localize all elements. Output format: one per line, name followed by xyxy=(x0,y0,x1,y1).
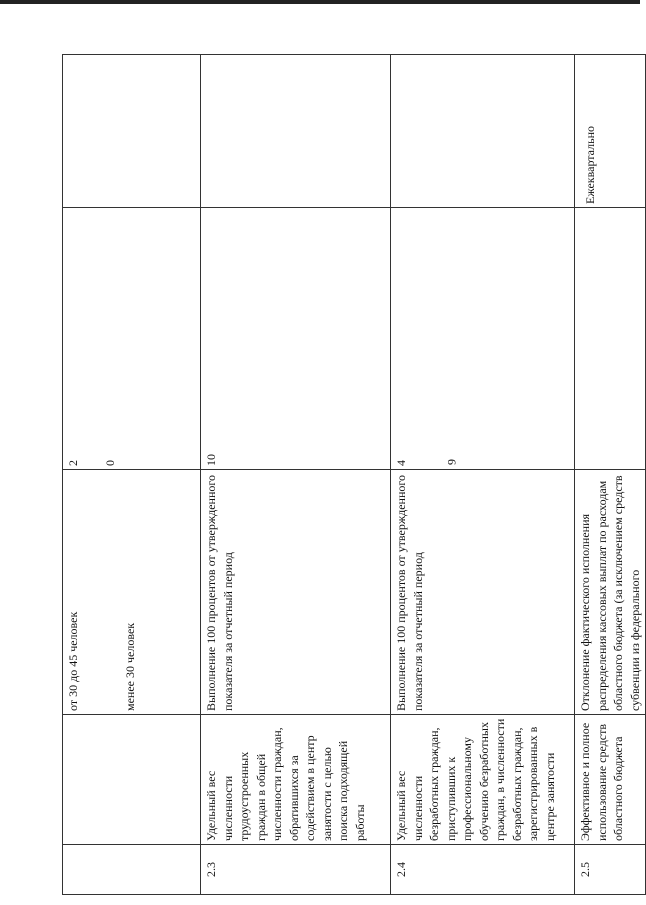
indicator-cell: Эффективное и полное использование средств областного бюджета xyxy=(575,715,646,845)
criteria-cell: Выполнение 100 процентов от утвержденного показателя за отчетный период xyxy=(201,470,391,715)
period-cell xyxy=(201,55,391,208)
points-value: 0 xyxy=(102,460,117,466)
points-value: 4 xyxy=(394,460,408,466)
points-value: 10 xyxy=(204,454,218,466)
table-row xyxy=(201,55,391,895)
page-number: 9 xyxy=(444,459,459,465)
criteria-cell xyxy=(63,470,201,715)
table-row xyxy=(391,55,575,895)
period-cell xyxy=(63,55,201,208)
table-row xyxy=(63,55,201,895)
criteria-cell: Отклонение фактического исполнения распределения кассовых выплат по расходам областного бюджета (за исключением средств субвенции из федерального xyxy=(575,470,646,715)
period-cell xyxy=(575,55,646,208)
period-cell xyxy=(391,55,575,208)
row-number: 2.3 xyxy=(201,845,391,895)
criteria-table xyxy=(62,54,646,895)
rotated-table-container xyxy=(62,55,642,895)
points-cell xyxy=(201,208,391,470)
indicator-cell: Удельный вес численности безработных граждан, приступивших к профессиональному обучению безработных граждан, в численности безработных граждан, зарегистрированных в центре занятости xyxy=(391,715,575,845)
period-text: Ежеквартально xyxy=(583,126,597,204)
points-cell xyxy=(575,208,646,470)
table-row xyxy=(575,55,646,895)
criteria-line: менее 30 человек xyxy=(122,622,137,711)
criteria-line: от 30 до 45 человек xyxy=(66,611,80,711)
points-value: 2 xyxy=(66,460,80,466)
row-number: 2.4 xyxy=(391,845,575,895)
row-number: 2.5 xyxy=(575,845,646,895)
indicator-cell: Удельный вес численности трудоустроенных граждан в общей численности граждан, обратившихся за содействием в центр занятости с целью поиска подходящей работы xyxy=(201,715,391,845)
points-cell xyxy=(391,208,575,470)
indicator-cell xyxy=(63,715,201,845)
row-number xyxy=(63,845,201,895)
points-cell xyxy=(63,208,201,470)
scan-top-edge xyxy=(0,0,640,4)
criteria-cell: Выполнение 100 процентов от утвержденного показателя за отчетный период xyxy=(391,470,575,715)
